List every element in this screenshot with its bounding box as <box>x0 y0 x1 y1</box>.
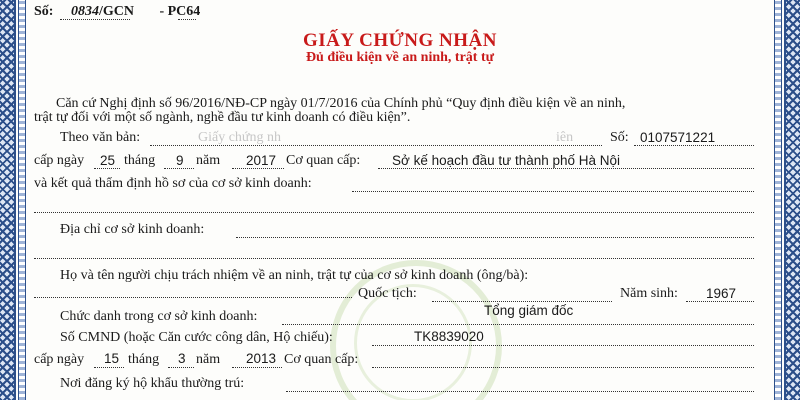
so-value: 0107571221 <box>640 130 716 145</box>
cap-ngay-2-label: cấp ngày <box>34 352 85 367</box>
dotted-line <box>372 367 754 368</box>
cap-ngay-year: 2017 <box>246 153 277 168</box>
dotted-line <box>94 168 120 169</box>
number-suffix: /GCN <box>98 4 134 19</box>
co-quan-cap-value: Sở kế hoạch đầu tư thành phố Hà Nội <box>392 153 621 168</box>
nam-2-label: năm <box>196 352 221 367</box>
nam-label: năm <box>196 153 221 168</box>
dotted-line <box>34 258 754 259</box>
dotted-line <box>634 145 754 146</box>
co-quan-cap-2-label: Cơ quan cấp: <box>284 352 359 367</box>
cap-ngay-2-month: 3 <box>178 351 186 366</box>
dotted-line <box>164 168 194 169</box>
so-label: Số: <box>610 130 629 145</box>
cap-ngay-2-year: 2013 <box>246 351 277 366</box>
issuer-code: - PC64 <box>159 4 201 19</box>
theo-van-ban-faint-value: Giấy chứng nh <box>198 130 282 145</box>
ket-qua-label: và kết quả thẩm định hồ sơ của cơ sở kinh doanh: <box>34 176 312 191</box>
dotted-line <box>34 212 754 213</box>
noi-dang-ky-label: Nơi đăng ký hộ khẩu thường trú: <box>60 376 245 391</box>
cap-ngay-month: 9 <box>176 153 184 168</box>
preamble-line-2: trật tự đối với một số ngành, nghề đầu tư kinh doanh có điều kiện”. <box>34 110 411 125</box>
dotted-line <box>178 19 196 20</box>
thang-2-label: tháng <box>128 352 160 367</box>
chuc-danh-label: Chức danh trong cơ sở kinh doanh: <box>60 309 258 324</box>
dotted-line <box>378 168 754 169</box>
co-quan-cap-label: Cơ quan cấp: <box>286 153 361 168</box>
thang-label: tháng <box>124 153 156 168</box>
dotted-line <box>282 324 754 325</box>
theo-van-ban-label: Theo văn bản: <box>60 130 141 145</box>
quoc-tich-label: Quốc tịch: <box>358 286 417 301</box>
dotted-line <box>686 301 754 302</box>
ho-ten-label: Họ và tên người chịu trách nhiệm về an ninh, trật tự của cơ sở kinh doanh (ông/bà): <box>60 268 529 283</box>
cmnd-label: Số CMND (hoặc Căn cước công dân, Hộ chiếu): <box>60 330 333 345</box>
dotted-line <box>372 345 754 346</box>
preamble-line-1: Căn cứ Nghị định số 96/2016/NĐ-CP ngày 01/7/2016 của Chính phủ “Quy định điều kiện về an ninh, <box>56 96 626 111</box>
dotted-line <box>352 191 754 192</box>
dotted-line <box>236 237 754 238</box>
dotted-line <box>286 391 754 392</box>
chuc-danh-value: Tổng giám đốc <box>484 303 574 318</box>
number-label: Số: <box>34 4 54 19</box>
dotted-line <box>232 367 282 368</box>
dia-chi-label: Địa chỉ cơ sở kinh doanh: <box>60 222 205 237</box>
cap-ngay-2-day: 15 <box>104 351 120 366</box>
theo-van-ban-faint-tail: iên <box>556 130 574 145</box>
dotted-line <box>34 297 352 298</box>
page-title: GIẤY CHỨNG NHẬN <box>303 30 497 51</box>
dotted-line <box>232 168 284 169</box>
cap-ngay-day: 25 <box>100 153 116 168</box>
dotted-line <box>432 301 612 302</box>
page-subtitle: Đủ điều kiện về an ninh, trật tự <box>305 50 495 65</box>
certificate-number <box>34 4 200 20</box>
dotted-line <box>150 145 602 146</box>
dotted-line <box>168 367 194 368</box>
cmnd-value: TK8839020 <box>414 329 484 344</box>
cap-ngay-label: cấp ngày <box>34 153 85 168</box>
dotted-line <box>94 367 124 368</box>
dotted-line <box>60 19 130 20</box>
nam-sinh-value: 1967 <box>706 286 737 301</box>
number-value: 0834 <box>70 4 99 19</box>
nam-sinh-label: Năm sinh: <box>620 286 678 301</box>
